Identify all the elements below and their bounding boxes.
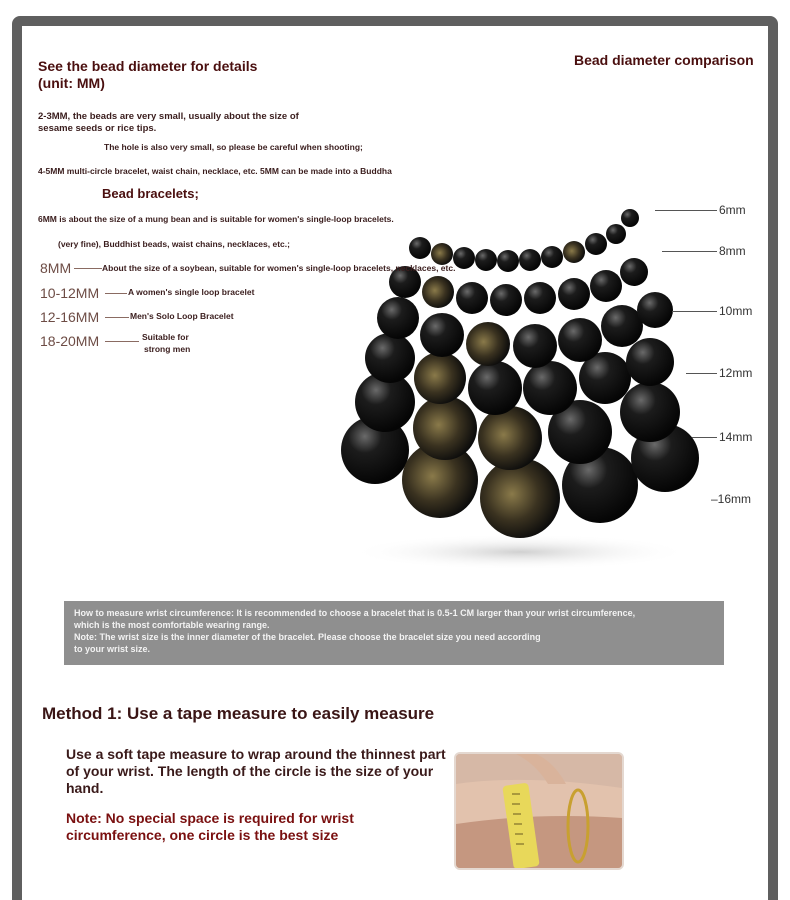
method1-note: Note: No special space is required for wrist circumference, one circle is the best size xyxy=(66,810,354,843)
desc-line2: The hole is also very small, so please be careful when shooting; xyxy=(104,142,363,152)
wrist-tape-photo xyxy=(454,752,624,870)
bracelet-stack-image xyxy=(330,180,710,570)
title-unit: (unit: MM) xyxy=(38,75,105,91)
note-line2: which is the most comfortable wearing range. xyxy=(74,620,270,630)
method1-text: Use a soft tape measure to wrap around the thinnest part of your wrist. The length of the circle is the size of your hand. xyxy=(66,746,446,796)
size-18-20mm-label: 18-20MM xyxy=(40,333,100,349)
size-8mm-label: 8MM xyxy=(40,260,72,276)
size-10-12mm-label: 10-12MM xyxy=(40,285,100,301)
size-18-20mm-leader xyxy=(105,341,139,342)
desc-line5: 6MM is about the size of a mung bean and is suitable for women's single-loop bracelets. xyxy=(38,214,394,224)
size-12-16mm-text: Men's Solo Loop Bracelet xyxy=(130,311,234,321)
note-line1: How to measure wrist circumference: It is recommended to choose a bracelet that is 0.5-1 CM larger than your wrist circumference, xyxy=(74,608,636,618)
callout-14mm: 14mm xyxy=(719,430,753,444)
method1-title: Method 1: Use a tape measure to easily measure xyxy=(42,704,435,723)
callout-10mm: 10mm xyxy=(719,304,753,318)
callout-line-8mm xyxy=(662,251,717,252)
size-10-12mm-text: A women's single loop bracelet xyxy=(128,287,255,297)
size-12-16mm-leader xyxy=(105,317,129,318)
title-left: See the bead diameter for details xyxy=(38,58,258,74)
size-8mm-leader xyxy=(74,268,102,269)
callout-line-12mm xyxy=(686,373,717,374)
size-10-12mm-leader xyxy=(105,293,127,294)
size-12-16mm-label: 12-16MM xyxy=(40,309,100,325)
measurement-note-box xyxy=(64,601,724,665)
callout-8mm: 8mm xyxy=(719,244,746,258)
desc-line3: 4-5MM multi-circle bracelet, waist chain, necklace, etc. 5MM can be made into a Buddha xyxy=(38,166,392,176)
desc-line1b: sesame seeds or rice tips. xyxy=(38,123,157,134)
callout-12mm: 12mm xyxy=(719,366,753,380)
callout-line-10mm xyxy=(672,311,717,312)
wrist-tape-illustration xyxy=(456,754,622,868)
callout-line-6mm xyxy=(655,210,717,211)
desc-line6: (very fine), Buddhist beads, waist chains, necklaces, etc.; xyxy=(58,239,290,249)
note-line4: to your wrist size. xyxy=(74,644,151,654)
callout-6mm: 6mm xyxy=(719,203,746,217)
callout-line-14mm xyxy=(692,437,717,438)
note-line3: Note: The wrist size is the inner diameter of the bracelet. Please choose the bracelet size you need according xyxy=(74,632,541,642)
size-8mm-text: About the size of a soybean, suitable for women's single-loop bracelets, necklaces, etc. xyxy=(102,263,456,273)
callout-16mm: –16mm xyxy=(711,492,752,506)
desc-line1a: 2-3MM, the beads are very small, usually about the size of xyxy=(38,111,299,122)
size-18-20mm-text-a: Suitable for xyxy=(142,332,189,342)
title-right: Bead diameter comparison xyxy=(574,52,754,68)
desc-line4: Bead bracelets; xyxy=(102,186,199,201)
size-18-20mm-text-b: strong men xyxy=(144,344,191,354)
